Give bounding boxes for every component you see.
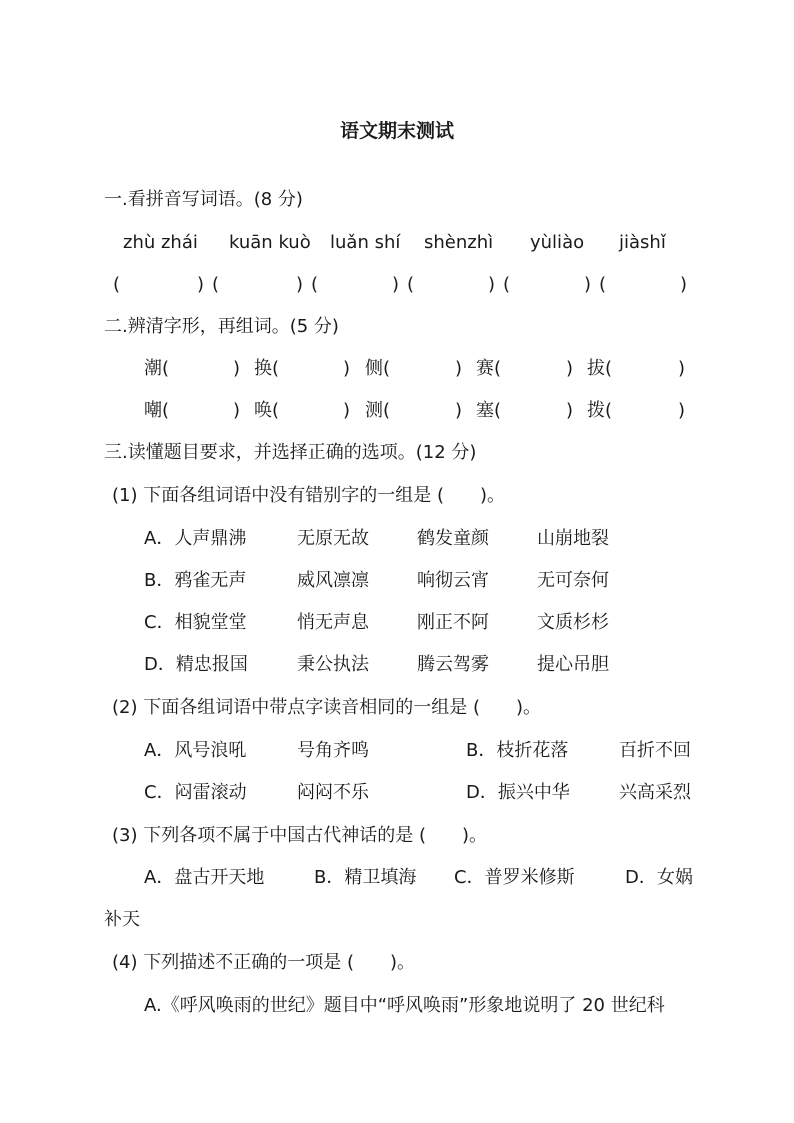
question-4-stem: (4) 下列描述不正确的一项是 ( )。 [112,952,415,973]
option-word: 威风凛凛 [297,570,369,591]
char-item: 侧( [365,358,391,379]
bracket-close: ) [455,358,463,379]
bracket-open: ( [503,274,511,295]
bracket-open: ( [212,274,220,295]
pinyin-3: luǎn shí [330,232,401,253]
char-item: 测( [365,400,391,421]
bracket-close: ) [233,358,241,379]
bracket-close: ) [566,400,574,421]
option-word: 兴高采烈 [619,782,691,803]
char-item: 塞( [476,400,502,421]
option-label: D．女娲 [625,867,693,888]
option-word: 无原无故 [297,528,369,549]
option-label: A．人声鼎沸 [144,528,247,549]
option-label: B．枝折花落 [466,740,569,761]
option-label: A．风号浪吼 [144,740,247,761]
pinyin-5: yùliào [530,232,585,253]
char-item: 赛( [476,358,502,379]
option-word: 鹤发童颜 [417,528,489,549]
option-word: 响彻云宵 [417,570,489,591]
char-item: 拨( [587,400,613,421]
bracket-close: ) [343,358,351,379]
question-2-stem: (2) 下面各组词语中带点字读音相同的一组是 ( )。 [112,697,541,718]
bracket-close: ) [296,274,304,295]
question-1-stem: (1) 下面各组词语中没有错别字的一组是 ( )。 [112,485,505,506]
option-label: B．精卫填海 [314,867,417,888]
char-item: 换( [254,358,280,379]
bracket-close: ) [678,400,686,421]
pinyin-2: kuān kuò [229,232,311,253]
bracket-close: ) [680,274,688,295]
option-word: 无可奈何 [537,570,609,591]
bracket-open: ( [311,274,319,295]
option-label: C．相貌堂堂 [144,612,247,633]
option-label: C．普罗米修斯 [454,867,575,888]
option-word: 悄无声息 [297,612,369,633]
bracket-close: ) [343,400,351,421]
bracket-close: ) [392,274,400,295]
option-word: 腾云驾雾 [417,654,489,675]
bracket-close: ) [584,274,592,295]
page-title: 语文期末测试 [339,120,454,142]
option-word: 山崩地裂 [537,528,609,549]
option-word: 秉公执法 [297,654,369,675]
bracket-close: ) [455,400,463,421]
bracket-close: ) [197,274,205,295]
option-word: 提心吊胆 [537,654,609,675]
q4-option-a: A.《呼风唤雨的世纪》题目中“呼风唤雨”形象地说明了 20 世纪科 [144,995,665,1016]
pinyin-1: zhù zhái [123,232,198,253]
bracket-open: ( [599,274,607,295]
option-word: 号角齐鸣 [297,740,369,761]
char-item: 拔( [587,358,613,379]
bracket-close: ) [233,400,241,421]
question-3-stem: (3) 下列各项不属于中国古代神话的是 ( )。 [112,825,487,846]
pinyin-4: shènzhì [424,232,494,253]
bracket-open: ( [407,274,415,295]
char-item: 唤( [254,400,280,421]
option-label: C．闷雷滚动 [144,782,247,803]
section2-heading: 二.辨清字形，再组词。(5 分) [104,316,339,337]
option-label: D．振兴中华 [466,782,570,803]
bracket-close: ) [678,358,686,379]
section3-heading: 三.读懂题目要求，并选择正确的选项。(12 分) [104,442,477,463]
q3-wrap-text: 补天 [104,909,140,930]
option-label: B．鸦雀无声 [144,570,247,591]
char-item: 潮( [144,358,170,379]
option-label: A．盘古开天地 [144,867,265,888]
section1-heading: 一.看拼音写词语。(8 分) [104,189,303,210]
char-item: 嘲( [144,400,170,421]
option-word: 百折不回 [619,740,691,761]
option-word: 闷闷不乐 [297,782,369,803]
bracket-close: ) [566,358,574,379]
option-word: 刚正不阿 [417,612,489,633]
bracket-open: ( [113,274,121,295]
option-word: 文质杉杉 [537,612,609,633]
pinyin-6: jiàshǐ [619,232,666,253]
bracket-close: ) [488,274,496,295]
option-label: D．精忠报国 [144,654,248,675]
